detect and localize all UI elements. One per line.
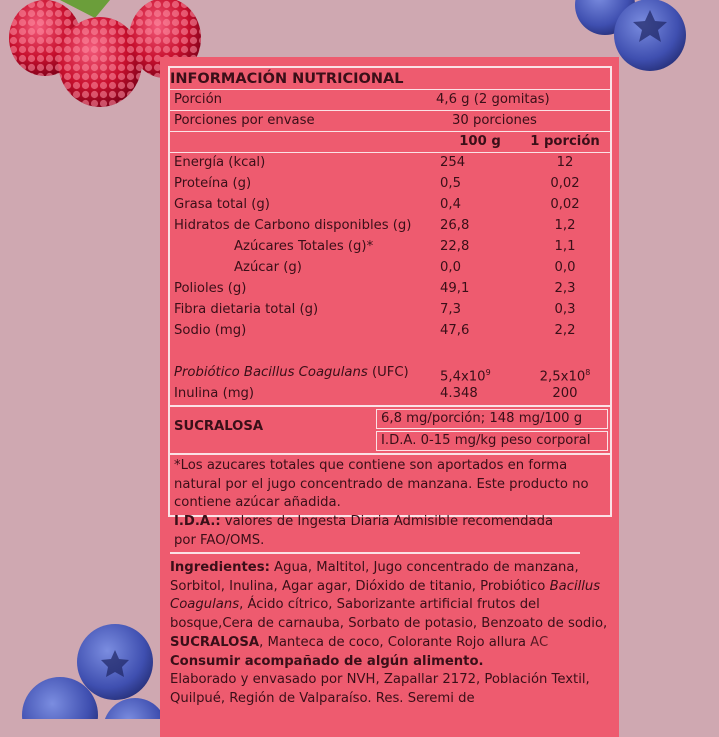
inulina-row: Inulina (mg) 4.348 200	[174, 386, 578, 401]
consume-note: Consumir acompañado de algún alimento.	[170, 653, 484, 669]
table-row: Hidratos de Carbono disponibles (g) 26,8 1,2	[174, 218, 576, 233]
table-row: Azúcar (g) 0,0 0,0	[234, 260, 576, 275]
sucralosa-ida: I.D.A. 0-15 mg/kg peso corporal	[376, 431, 608, 451]
ida-note: I.D.A.: valores de Ingesta Diaria Admisible recomendada por FAO/OMS.	[170, 511, 580, 554]
manufacturer-info: Elaborado y envasado por NVH, Zapallar 2172, Población Textil, Quilpué, Región de Valparaíso. Res. Seremi de	[170, 672, 590, 706]
table-row: Energía (kcal) 254 12	[174, 155, 574, 170]
serving-row: Porción 4,6 g (2 gomitas)	[170, 90, 610, 111]
column-headers: 100 g 1 porción	[170, 132, 610, 153]
probiotic-row: Probiótico Bacillus Coagulans (UFC) $5,4x10^9$ $2,5x10^8$	[174, 365, 591, 384]
ingredients-block	[170, 559, 615, 709]
blueberry-image	[20, 620, 170, 719]
spacer-row	[170, 342, 610, 363]
sucralosa-dose: 6,8 mg/porción; 148 mg/100 g	[376, 409, 608, 429]
table-row: Polioles (g) 49,1 2,3	[174, 281, 576, 296]
table-row: Azúcares Totales (g)* 22,8 1,1	[234, 239, 576, 254]
ingredients-list: Ingredientes: Agua, Maltitol, Jugo concentrado de manzana, Sorbitol, Inulina, Agar agar, Dióxido de titanio, Probiótico Bacillus Coagulans, Ácido cítrico, Saborizante artificial frutos del bosque,Cera de carnauba, Sorbato de potasio, Benzoato de sodio, SUCRALOSA, Manteca de coco, Colorante Rojo allura AC	[170, 560, 608, 650]
sucralosa-row: SUCRALOSA 6,8 mg/porción; 148 mg/100 g I.D.A. 0-15 mg/kg peso corporal	[170, 405, 610, 453]
table-row: Grasa total (g) 0,4 0,02	[174, 197, 580, 212]
table-title: INFORMACIÓN NUTRICIONAL	[170, 68, 610, 90]
table-row: Fibra dietaria total (g) 7,3 0,3	[174, 302, 576, 317]
servings-row: Porciones por envase 30 porciones	[170, 111, 610, 132]
table-row: Proteína (g) 0,5 0,02	[174, 176, 580, 191]
nutrition-table	[168, 66, 612, 517]
table-row: Sodio (mg) 47,6 2,2	[174, 323, 576, 338]
sugar-note: *Los azucares totales que contiene son aportados en forma natural por el jugo concentrado de manzana. Este producto no contiene azúcar añadida.	[170, 453, 610, 515]
